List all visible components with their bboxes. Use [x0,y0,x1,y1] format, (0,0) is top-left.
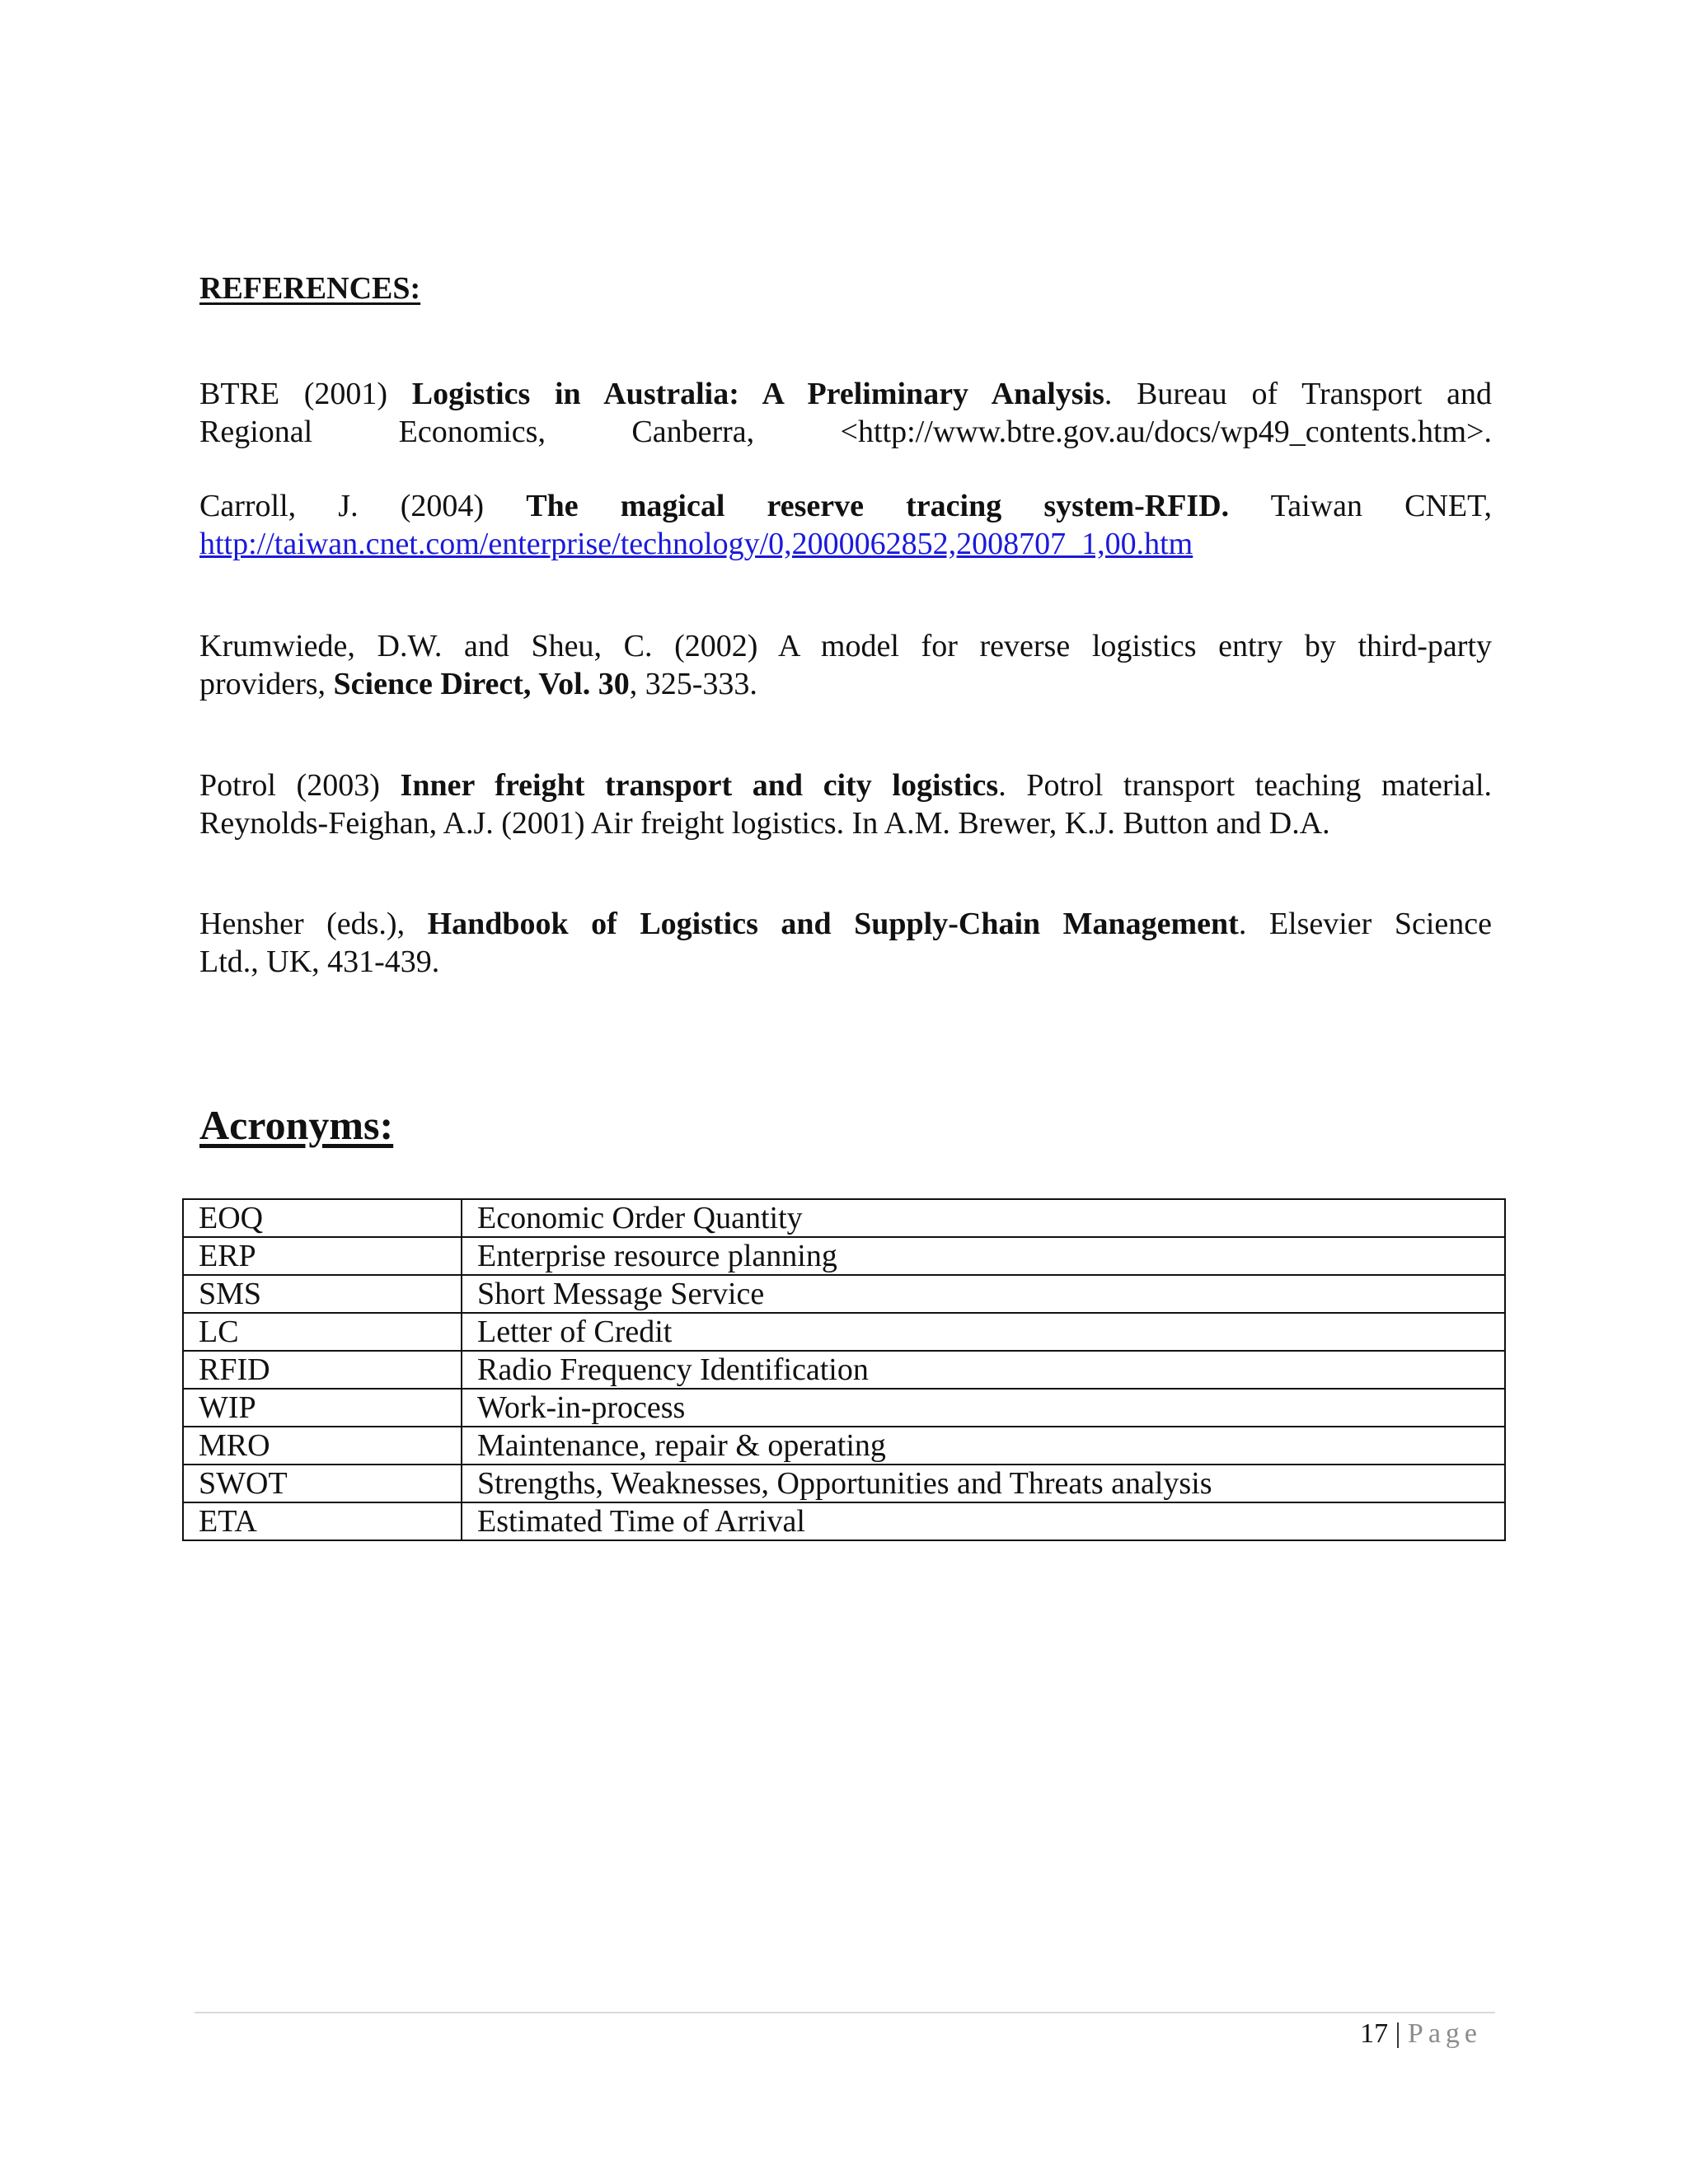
acronym-cell: EOQ [183,1199,462,1237]
reference-hensher-title: Handbook of Logistics and Supply-Chain Management [427,907,1239,941]
reference-potrol-rest: . Potrol transport teaching material. [998,768,1493,803]
reference-hensher-line1 [199,905,1492,943]
reference-potrol [199,766,1492,842]
reference-carroll-title: The magical reserve tracing system-RFID. [526,489,1230,523]
references-heading: REFERENCES: [199,271,421,306]
meaning-cell: Economic Order Quantity [462,1199,1505,1237]
acronym-cell: WIP [183,1389,462,1427]
meaning-cell: Enterprise resource planning [462,1237,1505,1275]
table-row [183,1351,1505,1389]
table-row [183,1465,1505,1502]
reference-carroll [199,487,1492,563]
meaning-cell: Letter of Credit [462,1313,1505,1351]
reference-krumwiede-rest: , 325-333. [629,667,757,701]
acronyms-heading: Acronyms: [199,1102,394,1148]
reference-btre-rest: . Bureau of Transport and [1104,377,1493,411]
reference-krumwiede-line2 [199,665,1492,703]
reference-carroll-line2 [199,525,1492,563]
meaning-cell: Maintenance, repair & operating [462,1427,1505,1465]
reference-btre [199,375,1492,451]
reference-potrol-lead: Potrol (2003) [199,768,380,803]
meaning-cell: Strengths, Weaknesses, Opportunities and Threats analysis [462,1465,1505,1502]
reference-potrol-title: Inner freight transport and city logistics [400,768,999,803]
footer-separator: | [1395,2018,1401,2049]
reference-carroll-link[interactable]: http://taiwan.cnet.com/enterprise/technology/0,2000062852,2008707_1,00.htm [199,527,1193,561]
reference-btre-line1 [199,375,1492,413]
page-number: 17 [1360,2018,1389,2049]
reference-krumwiede-line1: Krumwiede, D.W. and Sheu, C. (2002) A model for reverse logistics entry by third-party [199,629,1492,663]
table-row [183,1389,1505,1427]
reference-btre-line2: Regional Economics, Canberra, <http://www.btre.gov.au/docs/wp49_contents.htm>. [199,415,1492,449]
reference-btre-lead: BTRE (2001) [199,377,388,411]
page-word: Page [1407,2018,1482,2049]
acronym-cell: ERP [183,1237,462,1275]
acronym-cell: RFID [183,1351,462,1389]
acronym-cell: MRO [183,1427,462,1465]
acronym-cell: LC [183,1313,462,1351]
table-row [183,1199,1505,1237]
reference-carroll-line1 [199,487,1492,525]
reference-hensher-lead: Hensher (eds.), [199,907,406,941]
acronym-cell: SWOT [183,1465,462,1502]
reference-potrol-line1 [199,766,1492,804]
meaning-cell: Estimated Time of Arrival [462,1502,1505,1540]
reference-hensher-rest: . Elsevier Science [1238,907,1492,941]
acronym-cell: ETA [183,1502,462,1540]
table-row [183,1313,1505,1351]
meaning-cell: Short Message Service [462,1275,1505,1313]
reference-krumwiede [199,627,1492,703]
meaning-cell: Radio Frequency Identification [462,1351,1505,1389]
table-row [183,1237,1505,1275]
reference-krumwiede-title: Science Direct, Vol. 30 [333,667,630,701]
acronym-cell: SMS [183,1275,462,1313]
table-row [183,1502,1505,1540]
reference-hensher [199,905,1492,981]
reference-carroll-rest: Taiwan CNET, [1270,489,1493,523]
table-row [183,1275,1505,1313]
table-row [183,1427,1505,1465]
reference-potrol-line2: Reynolds-Feighan, A.J. (2001) Air freight logistics. In A.M. Brewer, K.J. Button and D.A. [199,806,1330,841]
reference-btre-title: Logistics in Australia: A Preliminary Analysis [411,377,1104,411]
reference-carroll-lead: Carroll, J. (2004) [199,489,485,523]
footer-divider [195,2012,1495,2013]
reference-krumwiede-pre: providers, [199,667,326,701]
reference-hensher-line2: Ltd., UK, 431-439. [199,944,440,979]
page-footer [1360,2016,1482,2052]
acronyms-table [182,1198,1506,1541]
meaning-cell: Work-in-process [462,1389,1505,1427]
